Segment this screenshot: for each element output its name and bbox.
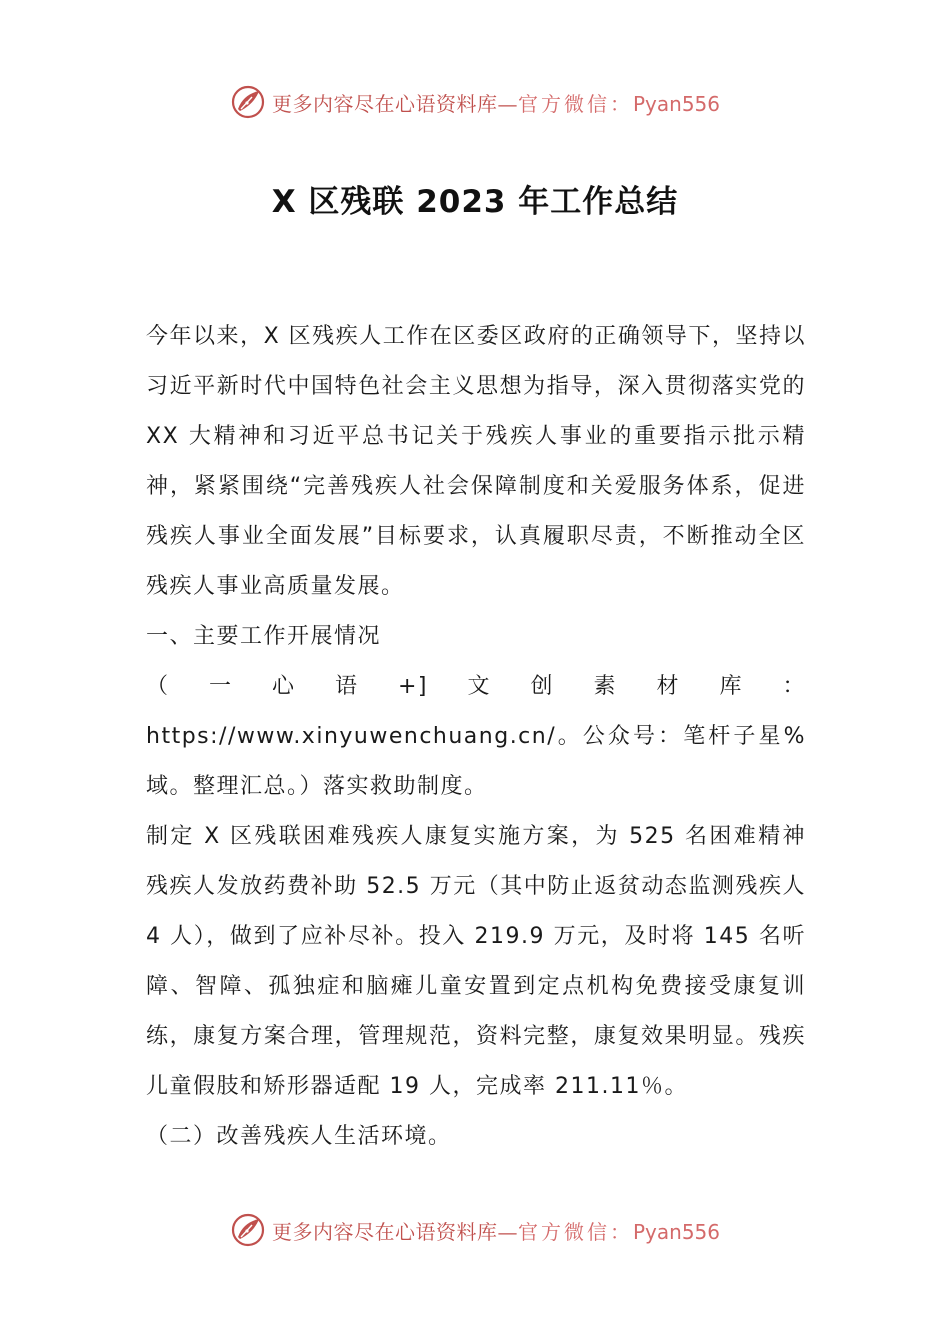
paragraph-intro: 今年以来，X 区残疾人工作在区委区政府的正确领导下，坚持以习近平新时代中国特色社会主义思想为指导，深入贯彻落实党的 XX 大精神和习近平总书记关于残疾人事业的重要指示批示精神，紧紧围绕“完善残疾人社会保障制度和关爱服务体系，促进残疾人事业全面发展”目标要求，认真履职尽责，不断推动全区残疾人事业高质量发展。 xyxy=(146,324,806,599)
document-title: X 区残联 2023 年工作总结 xyxy=(271,184,679,220)
watermark-label: 官方微信： xyxy=(517,1219,633,1244)
watermark-id: Pyan556 xyxy=(632,91,720,116)
subsection-heading-2: （二）改善残疾人生活环境。 xyxy=(146,1124,452,1149)
watermark-text xyxy=(272,1216,720,1245)
watermark-label: 官方微信： xyxy=(517,91,633,116)
subsection-heading-1: （一心语+]文创素材库：https://www.xinyuwenchuang.cn/。公众号：笔杆子星%域。整理汇总。）落实救助制度。 xyxy=(146,674,806,799)
watermark-dash: — xyxy=(497,91,518,116)
watermark-dash: — xyxy=(497,1219,518,1244)
document-body xyxy=(146,312,806,1162)
watermark-text xyxy=(272,88,720,117)
section-heading-1: 一、主要工作开展情况 xyxy=(146,624,382,649)
watermark-id: Pyan556 xyxy=(632,1219,720,1244)
pen-nib-logo-icon xyxy=(230,84,266,120)
watermark-main: 更多内容尽在心语资料库 xyxy=(271,1219,498,1244)
watermark-main: 更多内容尽在心语资料库 xyxy=(271,91,498,116)
watermark-banner-bottom xyxy=(0,1208,950,1252)
watermark-banner-top xyxy=(0,80,950,124)
pen-nib-logo-icon xyxy=(230,1212,266,1248)
paragraph-rehab: 制定 X 区残联困难残疾人康复实施方案，为 525 名困难精神残疾人发放药费补助 52.5 万元（其中防止返贫动态监测残疾人 4 人），做到了应补尽补。投入 219.9 万元，及时将 145 名听障、智障、孤独症和脑瘫儿童安置到定点机构免费接受康复训练，康复方案合理，管理规范，资料完整，康复效果明显。残疾儿童假肢和矫形器适配 19 人，完成率 211.11％。 xyxy=(146,824,806,1099)
